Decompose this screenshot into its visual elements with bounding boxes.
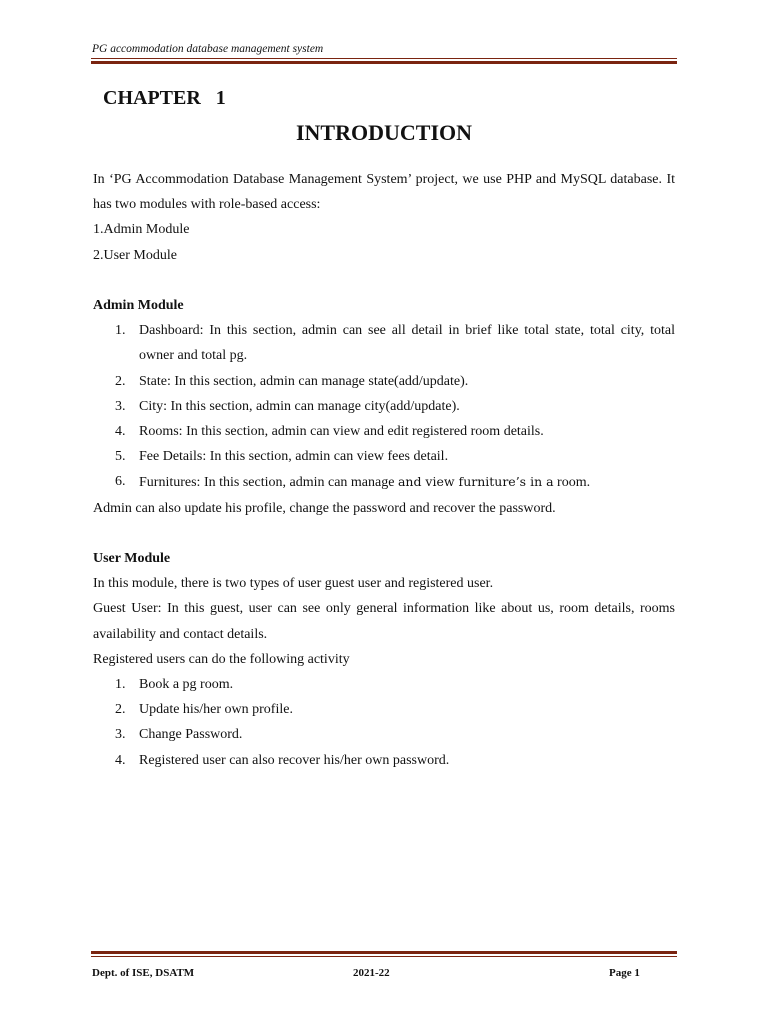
list-item: 4. Registered user can also recover his/her own password. — [115, 752, 450, 768]
user-module-paragraph-2: Guest User: In this guest, user can see only general information like about us, room details, rooms availability and contact details. — [93, 601, 675, 642]
footer-rule-thin — [91, 956, 677, 957]
page-title: INTRODUCTION — [295, 120, 473, 145]
footer-page-number: Page 1 — [609, 967, 640, 979]
list-item: 2. Update his/her own profile. — [115, 702, 293, 718]
body-text — [93, 167, 675, 773]
list-item: 3. Change Password. — [115, 727, 243, 743]
footer-department: Dept. of ISE, DSATM — [92, 967, 195, 979]
user-module-paragraph-3: Registered users can do the following activity — [93, 651, 350, 667]
list-item: 6. Furnitures: In this section, admin can manage and view furniture’s in a room. — [115, 474, 591, 491]
admin-module-list — [93, 318, 675, 495]
user-module-paragraph-1: In this module, there is two types of user guest user and registered user. — [93, 576, 494, 592]
chapter-label: CHAPTER 1 — [103, 87, 226, 109]
intro-paragraph: In ‘PG Accommodation Database Management System’ project, we use PHP and MySQL database. It has two modules with role-based access: — [93, 172, 675, 213]
admin-module-heading: Admin Module — [93, 298, 184, 313]
list-item: 1. Dashboard: In this section, admin can see all detail in brief like total state, total city, total owner and total pg. — [115, 323, 675, 364]
admin-module-note: Admin can also update his profile, change the password and recover the password. — [93, 500, 556, 516]
module-line-admin: 1.Admin Module — [93, 222, 190, 238]
user-module-heading: User Module — [93, 551, 171, 567]
module-line-user: 2.User Module — [93, 247, 177, 263]
footer-year: 2021-22 — [353, 967, 390, 979]
running-header: PG accommodation database management system — [92, 43, 324, 55]
header-rule-thick — [91, 61, 677, 64]
list-item: 2. State: In this section, admin can manage state(add/update). — [115, 373, 469, 389]
header-rule-thin — [91, 58, 677, 59]
user-module-list — [93, 672, 675, 773]
list-item: 1. Book a pg room. — [115, 677, 234, 693]
list-item: 5. Fee Details: In this section, admin can view fees detail. — [115, 449, 449, 465]
list-item: 4. Rooms: In this section, admin can view and edit registered room details. — [115, 424, 544, 440]
footer-rule-thick — [91, 951, 677, 954]
list-item: 3. City: In this section, admin can manage city(add/update). — [115, 398, 460, 414]
